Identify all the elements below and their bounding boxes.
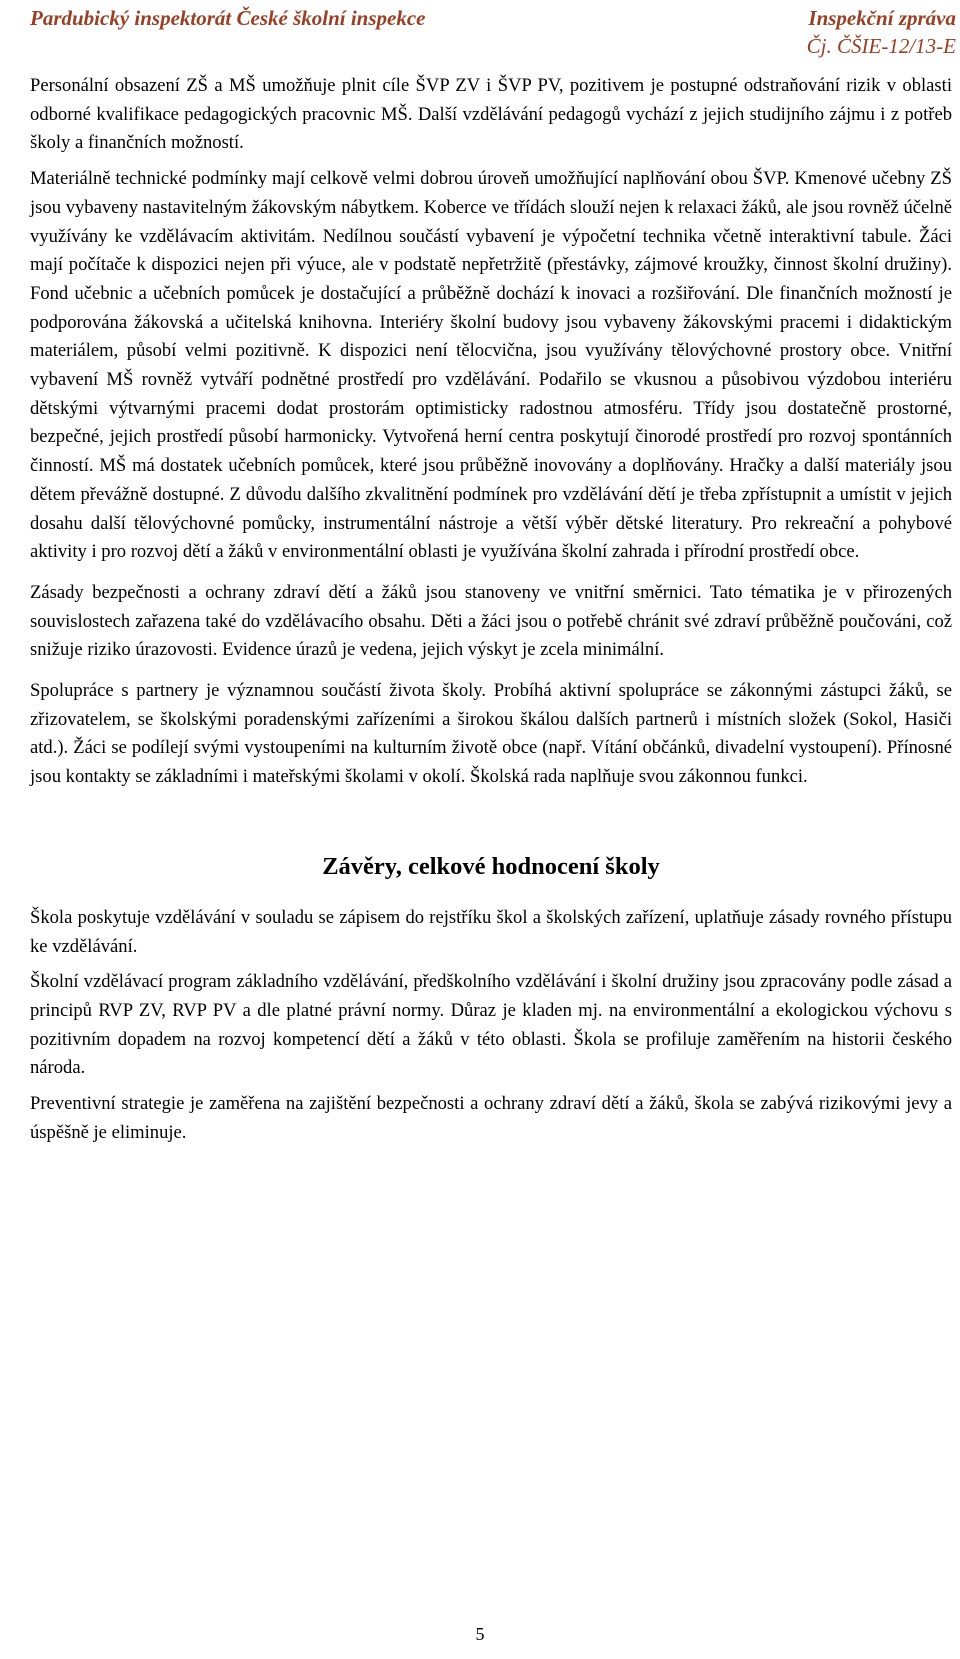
paragraph-material-conditions: Materiálně technické podmínky mají celkově velmi dobrou úroveň umožňující naplňování obou ŠVP. Kmenové učebny ZŠ jsou vybaveny nastavitelným žákovským nábytkem. Koberce ve třídách slouží nejen k relaxaci žáků, ale jsou rovněž účelně využívány ke vzdělávacím aktivitám. Nedílnou součástí vybavení je výpočetní technika včetně interaktivní tabule. Žáci mají počítače k dispozici nejen při výuce, ale v podstatě nepřetržitě (přestávky, zájmové kroužky, činnost školní družiny). Fond učebnic a učebních pomůcek je dostačující a průběžně dochází k inovaci a rozšiřování. Dle finančních možností je podporována žákovská a učitelská knihovna. Interiéry školní budovy jsou vybaveny žákovskými pracemi i didaktickým materiálem, působí velmi pozitivně. K dispozici není tělocvična, jsou využívány tělovýchovné prostory obce. Vnitřní vybavení MŠ rovněž vytváří podnětné prostředí pro vzdělávání. Podařilo se vkusnou a působivou výzdobou interiéru dětskými výtvarnými pracemi dodat prostorám optimisticky radostnou atmosféru. Třídy jsou dostatečně prostorné, bezpečné, jejich prostředí působí harmonicky. Vytvořená herní centra poskytují činorodé prostředí pro rozvoj spontánních činností. MŠ má dostatek učebních pomůcek, které jsou průběžně inovovány a doplňovány. Hračky a další materiály jsou dětem převážně dostupné. Z důvodu dalšího zkvalitnění podmínek pro vzdělávání dětí je třeba zpřístupnit a umístit v jejich dosahu další tělovýchovné pomůcky, instrumentální nástroje a větší výběr dětské literatury. Pro rekreační a pohybové aktivity i pro rozvoj dětí a žáků v environmentální oblasti je využívána školní zahrada i přírodní prostředí obce. [30,168,952,563]
section-heading-conclusions: Závěry, celkové hodnocení školy [322,852,660,880]
page-content [30,72,952,1155]
paragraph-safety: Zásady bezpečnosti a ochrany zdraví dětí a žáků jsou stanoveny ve vnitřní směrnici. Tato tématika je v přirozených souvislostech zařazena také do vzdělávacího obsahu. Děti a žáci jsou o potřebě chránit své zdraví průběžně poučováni, což snižuje riziko úrazovosti. Evidence úrazů je vedena, jejich výskyt je zcela minimální. [30,581,952,661]
header-reference-number: Čj. ČŠIE-12/13-E [806,34,956,58]
header-report-title: Inspekční zpráva [808,6,956,30]
paragraph-conclusion-prevention: Preventivní strategie je zaměřena na zajištění bezpečnosti a ochrany zdraví dětí a žáků, škola se zabývá rizikovými jevy a úspěšně je eliminuje. [30,1093,952,1143]
paragraph-staffing: Personální obsazení ZŠ a MŠ umožňuje plnit cíle ŠVP ZV i ŠVP PV, pozitivem je postupné odstraňování rizik v oblasti odborné kvalifikace pedagogických pracovnic MŠ. Další vzdělávání pedagogů vychází z jejich studijního zájmu i z potřeb školy a finančních možností. [30,75,952,154]
page-number: 5 [475,1624,485,1644]
header-report-info [807,4,956,60]
paragraph-conclusion-register: Škola poskytuje vzdělávání v souladu se zápisem do rejstříku škol a školských zařízení, uplatňuje zásady rovného přístupu ke vzdělávání. [30,906,952,957]
paragraph-conclusion-program: Školní vzdělávací program základního vzdělávání, předškolního vzdělávání i školní družiny jsou zpracovány podle zásad a principů RVP ZV, RVP PV a dle platné právní normy. Důraz je kladen mj. na environmentální a ekologickou výchovu s pozitivním dopadem na rozvoj kompetencí dětí a žáků v této oblasti. Škola se profiluje zaměřením na historii českého národa. [30,971,952,1079]
header-inspectorate: Pardubický inspektorát České školní inspekce [30,6,426,30]
paragraph-partners: Spolupráce s partnery je významnou součástí života školy. Probíhá aktivní spolupráce se zákonnými zástupci žáků, se zřizovatelem, se školskými poradenskými zařízeními a širokou škálou dalších partnerů i místních složek (Sokol, Hasiči atd.). Žáci se podílejí svými vystoupeními na kulturním životě obce (např. Vítání občánků, divadelní vystoupení). Přínosné jsou kontakty se základními i mateřskými školami v okolí. Školská rada naplňuje svou zákonnou funkci. [30,680,952,788]
page-header [30,0,956,62]
